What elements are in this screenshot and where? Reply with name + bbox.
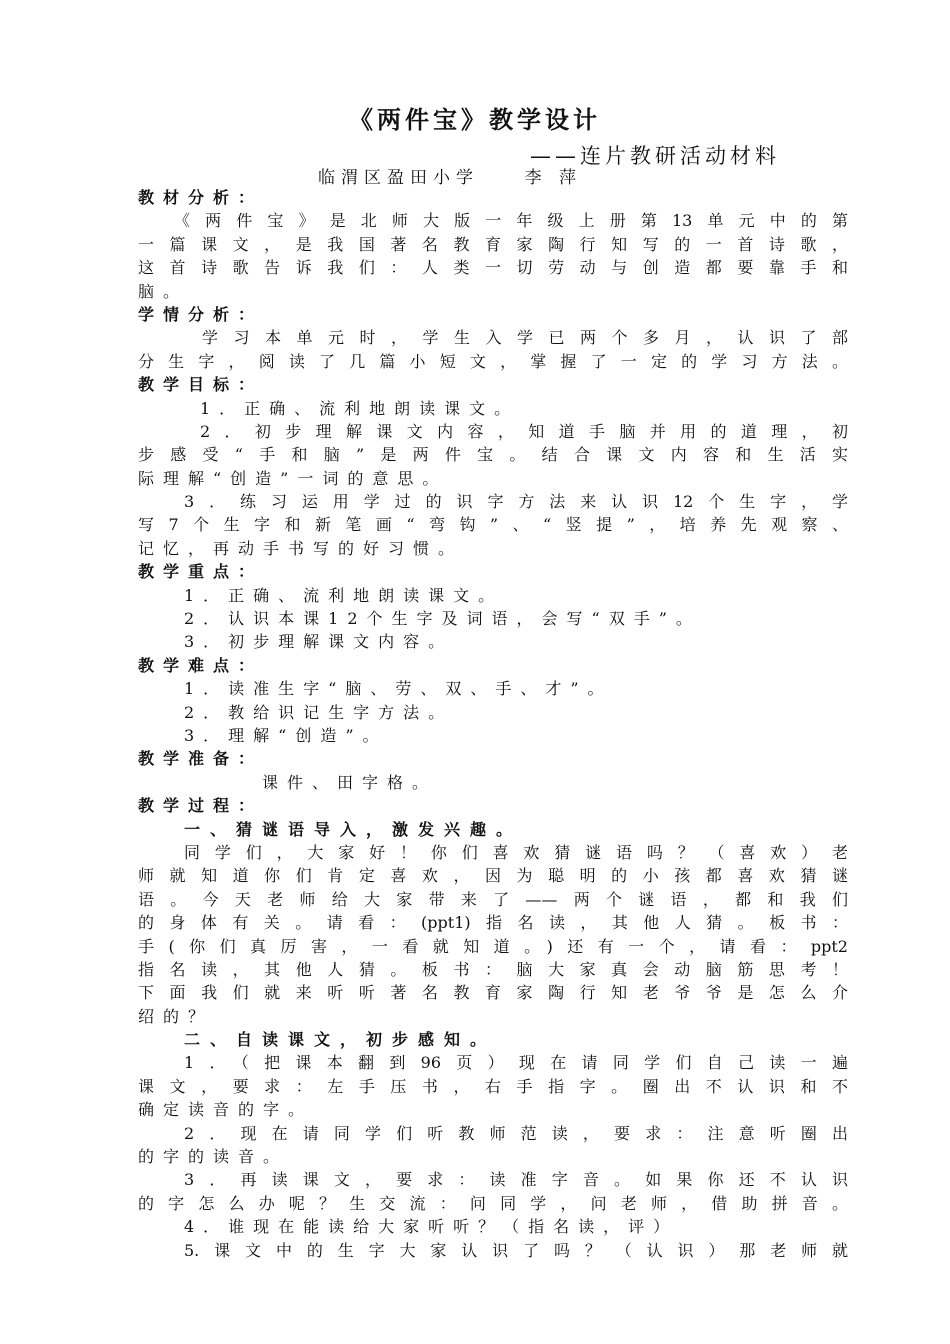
text-line: 3．初步理解课文内容。 — [184, 632, 454, 652]
text-line: 课件、田字格。 — [262, 772, 438, 792]
text-line: 记忆，再动手书写的好习惯。 — [138, 538, 464, 558]
text-line: 5.课文中的生字大家认识了吗？（认识）那老师就 — [184, 1240, 848, 1260]
text-line: 际理解“创造”一词的意思。 — [138, 468, 448, 488]
text-line: 2．初步理解课文内容，知道手脑并用的道理，初 — [200, 421, 848, 441]
text-line: 的字怎么办呢？生交流：问同学，问老师，借助拼音。 — [138, 1193, 848, 1213]
text-line: 指名读，其他人猜。板书：脑大家真会动脑筋思考！ — [138, 959, 848, 979]
text-line: 3．练习运用学过的识字方法来认识12个生字，学 — [184, 492, 848, 512]
text-line: 的字的读音。 — [138, 1147, 289, 1167]
text-line: 下面我们就来听听著名教育家陶行知老爷爷是怎么介 — [138, 983, 848, 1003]
text-line: 1．（把课本翻到96页）现在请同学们自己读一遍 — [184, 1053, 848, 1073]
text-line: 绍的？ — [138, 1006, 214, 1026]
text-line: 2．现在请同学们听教师范读，要求：注意听圈出 — [184, 1123, 848, 1143]
section-heading: 教学难点： — [138, 655, 264, 675]
text-line: 这首诗歌告诉我们：人类一切劳动与创造都要靠手和 — [138, 258, 848, 278]
text-line: 1．正确、流利地朗读课文。 — [200, 398, 520, 418]
section-heading: 学情分析： — [138, 304, 264, 324]
text-line: 3．理解“创造”。 — [184, 725, 388, 745]
text-line: 步感受“手和脑”是两件宝。结合课文内容和生活实 — [138, 445, 848, 465]
section-heading: 教学准备： — [138, 749, 264, 769]
text-line: 同学们，大家好！你们喜欢猜谜语吗？（喜欢）老 — [184, 842, 848, 862]
text-line: 师就知道你们肯定喜欢，因为聪明的小孩都喜欢猜谜 — [138, 866, 848, 886]
text-line: 分生字，阅读了几篇小短文，掌握了一定的学习方法。 — [138, 351, 848, 371]
text-line: 语。今天老师给大家带来了——两个谜语，都和我们 — [138, 889, 848, 909]
section-heading: 教学目标： — [138, 375, 264, 395]
text-line: 3．再读课文，要求：读准字音。如果你还不认识 — [184, 1170, 848, 1190]
text-line: 课文，要求：左手压书，右手指字。圈出不认识和不 — [138, 1076, 848, 1096]
section-heading: 教学重点： — [138, 562, 264, 582]
subsection-heading: 一、猜谜语导入，激发兴趣。 — [184, 819, 523, 839]
subsection-heading: 二、自读课文，初步感知。 — [184, 1030, 497, 1050]
document-title: 《两件宝》教学设计 — [349, 106, 601, 134]
text-line: 4．谁现在能读给大家听听？（指名读，评） — [184, 1217, 679, 1237]
text-line: 2．认识本课12个生字及词语，会写“双手”。 — [184, 609, 701, 629]
text-line: 确定读音的字。 — [138, 1100, 314, 1120]
text-line: 一篇课文，是我国著名教育家陶行知写的一首诗歌， — [138, 234, 848, 254]
text-line: 1．正确、流利地朗读课文。 — [184, 585, 504, 605]
section-heading: 教材分析： — [138, 188, 264, 207]
author-line: 临渭区盈田小学 李 萍 — [318, 168, 583, 188]
text-line: 写7个生字和新笔画“弯钩”、“竖提”，培养先观察、 — [138, 515, 848, 535]
section-heading: 教学过程： — [138, 796, 264, 816]
text-line: 的身体有关。请看：(ppt1)指名读，其他人猜。板书： — [138, 913, 848, 933]
text-line: 学习本单元时，学生入学已两个多月，认识了部 — [202, 328, 848, 348]
document-body — [138, 186, 848, 1262]
text-line: 《两件宝》是北师大版一年级上册第13单元中的第 — [174, 211, 848, 231]
text-line: 2．教给识记生字方法。 — [184, 702, 454, 722]
text-line: 手(你们真厉害，一看就知道。)还有一个，请看：ppt2 — [138, 936, 848, 956]
text-line: 1．读准生字“脑、劳、双、手、才”。 — [184, 679, 613, 699]
document-subtitle: ——连片教研活动材料 — [530, 144, 780, 168]
text-line: 脑。 — [138, 281, 189, 301]
